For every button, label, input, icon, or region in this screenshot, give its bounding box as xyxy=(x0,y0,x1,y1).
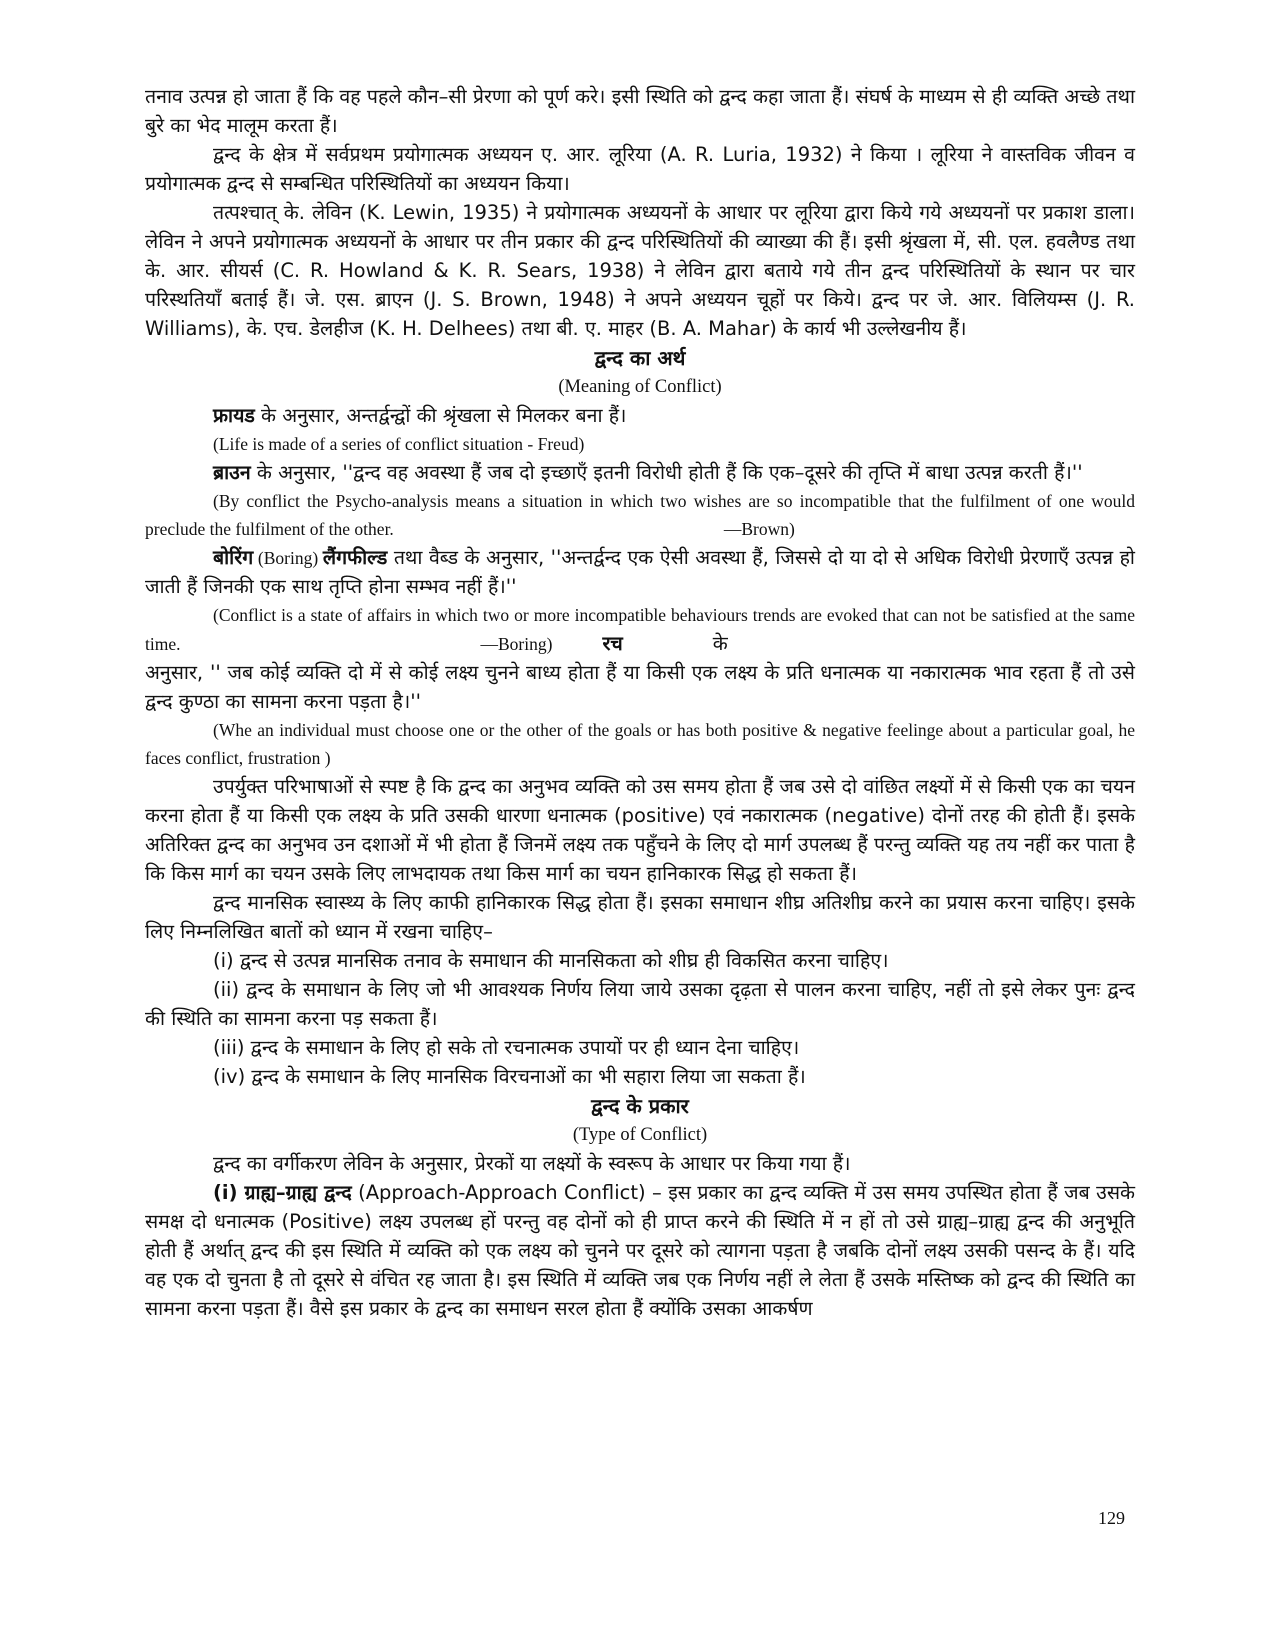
boring-text: तथा वैब्ड के अनुसार, ''अन्तर्द्वन्द एक ऐसी अवस्था हैं, जिससे दो या दो से अधिक विरोधी प्रेरणाएँ उत्पन्न हो जाती हैं जिनकी एक साथ तृप्ति होना सम्भव नहीं हैं।'' xyxy=(145,546,1135,598)
definitions-summary: उपर्युक्त परिभाषाओं से स्पष्ट है कि द्वन्द का अनुभव व्यक्ति को उस समय होता हैं जब उसे दो वांछित लक्ष्यों में से किसी एक का चयन करना होता हैं या किसी एक लक्ष्य के प्रति उसकी धारणा धनात्मक (positive) एवं नकारात्मक (negative) दोनों तरह की होती हैं। इसके अतिरिक्त द्वन्द का अनुभव उन दशाओं में भी होता हैं जिनमें लक्ष्य तक पहुँचने के लिए दो मार्ग उपलब्ध हैं परन्तु व्यक्ति यह तय नहीं कर पाता है कि किस मार्ग का चयन उसके लिए लाभदायक तथा किस मार्ग का चयन हानिकारक सिद्ध हो सकता हैं। xyxy=(145,775,1135,885)
page-number: 129 xyxy=(1098,1508,1125,1528)
boring-english-text: (Conflict is a state of affairs in which two or more incompatible behaviours trends are evoked that can not be satisfied at the same time. xyxy=(145,605,1135,654)
langfeld-name: लैंगफील्ड xyxy=(322,546,388,569)
boring-english-name: (Boring) xyxy=(253,548,323,568)
ruch-ke: के xyxy=(712,632,728,655)
remedy-item-4: (iv) द्वन्द के समाधान के लिए मानसिक विरचनाओं का भी सहारा लिया जा सकता हैं। xyxy=(213,1065,806,1088)
freud-name: फ्रायड xyxy=(213,404,255,427)
types-subheading: (Type of Conflict) xyxy=(572,1125,708,1145)
boring-signature: —Boring) xyxy=(480,634,553,654)
ruch-definition: अनुसार, '' जब कोई व्यक्ति दो में से कोई लक्ष्य चुनने बाध्य होता हैं या किसी एक लक्ष्य के प्रति धनात्मक या नकारात्मक भाव रहता हैं तो उसे द्वन्द कुण्ठा का सामना करना पड़ता है।'' xyxy=(145,661,1135,713)
brown-english xyxy=(145,487,1135,543)
brown-name: ब्राउन xyxy=(213,461,251,484)
remedy-intro: द्वन्द मानसिक स्वास्थ्य के लिए काफी हानिकारक सिद्ध होता हैं। इसका समाधान शीघ्र अतिशीघ्र करने का प्रयास करना चाहिए। इसके लिए निम्नलिखित बातों को ध्यान में रखना चाहिए– xyxy=(145,891,1135,943)
approach-approach-paragraph xyxy=(145,1178,1135,1323)
approach-approach-title: (i) ग्राह्य–ग्राह्य द्वन्द xyxy=(213,1181,352,1204)
freud-definition xyxy=(145,401,1135,430)
boring-english xyxy=(145,601,1135,658)
ruch-english: (Whe an individual must choose one or the other of the goals or has both positive & negative feelinge about a particular goal, he faces conflict, frustration ) xyxy=(145,720,1135,768)
types-heading: द्वन्द के प्रकार xyxy=(591,1094,689,1118)
boring-definition xyxy=(145,543,1135,601)
brown-english-text: (By conflict the Psycho-analysis means a situation in which two wishes are so incompatible that the fulfilment of one would preclude the fulfilment of the other. xyxy=(145,491,1135,539)
intro-paragraph-1: तनाव उत्पन्न हो जाता हैं कि वह पहले कौन–सी प्रेरणा को पूर्ण करे। इसी स्थिति को द्वन्द कहा जाता हैं। संघर्ष के माध्यम से ही व्यक्ति अच्छे तथा बुरे का भेद मालूम करता हैं। xyxy=(145,85,1135,137)
meaning-subheading: (Meaning of Conflict) xyxy=(558,377,722,397)
types-intro: द्वन्द का वर्गीकरण लेविन के अनुसार, प्रेरकों या लक्ष्यों के स्वरूप के आधार पर किया गया हैं। xyxy=(213,1152,851,1175)
boring-name: बोरिंग xyxy=(213,546,254,569)
freud-english: (Life is made of a series of conflict situation - Freud) xyxy=(213,434,585,454)
brown-signature: —Brown) xyxy=(723,519,795,539)
remedy-item-1: (i) द्वन्द से उत्पन्न मानसिक तनाव के समाधान की मानसिकता को शीघ्र ही विकसित करना चाहिए। xyxy=(213,949,889,972)
remedy-item-2: (ii) द्वन्द के समाधान के लिए जो भी आवश्यक निर्णय लिया जाये उसका दृढ़ता से पालन करना चाहिए, नहीं तो इसे लेकर पुनः द्वन्द की स्थिति का सामना करना पड़ सकता हैं। xyxy=(145,978,1135,1030)
remedy-item-3: (iii) द्वन्द के समाधान के लिए हो सके तो रचनात्मक उपायों पर ही ध्यान देना चाहिए। xyxy=(213,1036,800,1059)
freud-text: के अनुसार, अन्तर्द्वन्द्वों की श्रृंखला से मिलकर बना हैं। xyxy=(254,404,627,427)
ruch-name: रच xyxy=(602,632,623,655)
approach-approach-body: (Approach-Approach Conflict) – इस प्रकार का द्वन्द व्यक्ति में उस समय उपस्थित होता हैं जब उसके समक्ष दो धनात्मक (Positive) लक्ष्य उपलब्ध हों परन्तु वह दोनों को ही प्राप्त करने की स्थिति में न हों तो उसे ग्राह्य–ग्राह्य द्वन्द की अनुभूति होती हैं अर्थात् द्वन्द की इस स्थिति में व्यक्ति को एक लक्ष्य को चुनने पर दूसरे को त्यागना पड़ता है जबकि दोनों लक्ष्य उसकी पसन्द के हैं। यदि वह एक दो चुनता है तो दूसरे से वंचित रह जाता है। इस स्थिति में व्यक्ति जब एक निर्णय नहीं ले लेता हैं उसके मस्तिष्क को द्वन्द की स्थिति का सामना करना पड़ता हैं। वैसे इस प्रकार के द्वन्द का समाधन सरल होता हैं क्योंकि उसका आकर्षण xyxy=(145,1181,1136,1320)
intro-paragraph-2: द्वन्द के क्षेत्र में सर्वप्रथम प्रयोगात्मक अध्ययन ए. आर. लूरिया (A. R. Luria, 1932) ने किया । लूरिया ने वास्तविक जीवन व प्रयोगात्मक द्वन्द से सम्बन्धित परिस्थितियों का अध्ययन किया। xyxy=(145,143,1135,195)
meaning-heading: द्वन्द का अर्थ xyxy=(594,346,686,370)
intro-paragraph-3: तत्पश्चात् के. लेविन (K. Lewin, 1935) ने प्रयोगात्मक अध्ययनों के आधार पर लूरिया द्वारा किये गये अध्ययनों पर प्रकाश डाला। लेविन ने अपने प्रयोगात्मक अध्ययनों के आधार पर तीन प्रकार की द्वन्द परिस्थितियों की व्याख्या की हैं। इसी श्रृंखला में, सी. एल. हवलैण्ड तथा के. आर. सीयर्स (C. R. Howland & K. R. Sears, 1938) ने लेविन द्वारा बताये गये तीन द्वन्द परिस्थितियों के स्थान पर चार परिस्थतियाँ बताई हैं। जे. एस. ब्राएन (J. S. Brown, 1948) ने अपने अध्ययन चूहों पर किये। द्वन्द पर जे. आर. विलियम्स (J. R. Williams), के. एच. डेलहीज (K. H. Delhees) तथा बी. ए. माहर (B. A. Mahar) के कार्य भी उल्लेखनीय हैं। xyxy=(145,201,1135,340)
brown-definition xyxy=(145,458,1135,487)
brown-text: के अनुसार, ''द्वन्द वह अवस्था हैं जब दो इच्छाएँ इतनी विरोधी होती हैं कि एक–दूसरे की तृप्ति में बाधा उत्पन्न करती हैं।'' xyxy=(250,461,1083,484)
